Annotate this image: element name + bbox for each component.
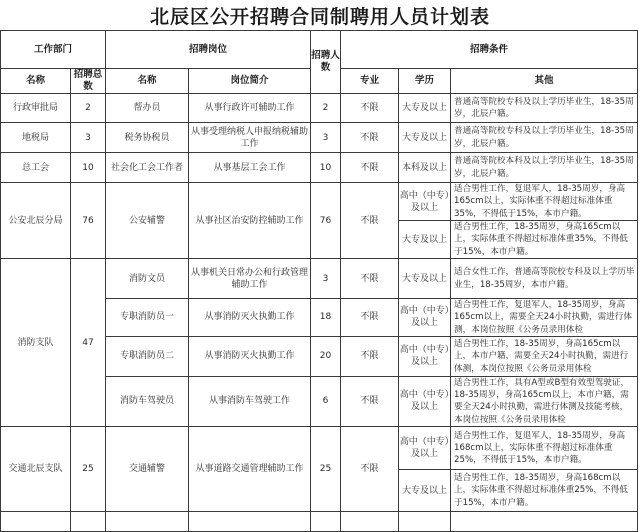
education: 大专及以上 [399, 123, 451, 153]
other-requirements: 适合男性工作，具有A型或B型有效型驾驶证，18-35周岁，身高165cm以上，本市户籍，需要全天24小时执勤，需进行体测及技能考核，本岗位按照《公务员录用体检 [451, 376, 638, 426]
empty-cell [311, 512, 341, 532]
position-name: 专职消防员一 [106, 299, 189, 337]
major: 不限 [341, 427, 399, 512]
position-desc: 从事社区治安防控辅助工作 [189, 183, 311, 259]
other-requirements: 普通高等院校专科及以上学历毕业生，18-35周岁，北辰户籍。 [451, 123, 638, 153]
major: 不限 [341, 183, 399, 259]
header-conditions: 招聘条件 [341, 31, 638, 69]
major: 不限 [341, 94, 399, 123]
other-requirements: 适合男性工作，18-35周岁，身高165cm以上，实际体重不得超过标准体重35%，不得低于15%，本市户籍。 [451, 221, 638, 259]
hire-count: 3 [311, 259, 341, 299]
dept-total: 3 [71, 123, 106, 153]
position-desc: 从事受理纳税人申报纳税辅助工作 [189, 123, 311, 153]
table-row [1, 94, 638, 123]
education: 大专及以上 [399, 221, 451, 259]
education: 高中（中专）及以上 [399, 183, 451, 221]
other-requirements: 适合男性工作，复退军人，18-35周岁，身高165cm以上，需要全天24小时执勤，需进行体测，本岗位按照《公务员录用体检 [451, 299, 638, 337]
position-desc: 从事消防灭火执勤工作 [189, 336, 311, 376]
major: 不限 [341, 336, 399, 376]
header-pos-desc: 岗位简介 [189, 69, 311, 94]
position-name: 消防文员 [106, 259, 189, 299]
empty-cell [341, 512, 399, 532]
education: 大专及以上 [399, 470, 451, 512]
hire-count: 76 [311, 183, 341, 259]
other-requirements: 普通高等院校本科及以上学历毕业生，18-35周岁，北辰户籍。 [451, 153, 638, 183]
hire-count: 18 [311, 299, 341, 337]
hire-count: 10 [311, 153, 341, 183]
major: 不限 [341, 376, 399, 426]
other-requirements: 适合女性工作，普通高等院校专科及以上学历毕业生，18-35周岁，本市户籍。 [451, 259, 638, 299]
other-requirements: 适合男性工作，18-35周岁，身高165cm以上，本市户籍，需要全天24小时执勤，需进行体测，本岗位按照《公务员录用体检 [451, 336, 638, 376]
position-desc: 从事机关日常办公和行政管理辅助工作 [189, 259, 311, 299]
page-title: 北辰区公开招聘合同制聘用人员计划表 [149, 6, 490, 28]
position-desc: 从事消防灭火执勤工作 [189, 299, 311, 337]
header-dept-total: 招聘总数 [71, 69, 106, 94]
position-desc: 从事道路交通管理辅助工作 [189, 427, 311, 512]
major: 不限 [341, 153, 399, 183]
header-row-1 [1, 31, 638, 69]
other-requirements: 普通高等院校专科及以上学历毕业生，18-35周岁，北辰户籍。 [451, 94, 638, 123]
position-name: 消防车驾驶员 [106, 376, 189, 426]
position-name: 社会化工会工作者 [106, 153, 189, 183]
position-name: 公安辅警 [106, 183, 189, 259]
header-education: 学历 [399, 69, 451, 94]
table-row [1, 183, 638, 221]
dept-name: 交通北辰支队 [1, 427, 71, 512]
major: 不限 [341, 259, 399, 299]
education: 本科及以上 [399, 153, 451, 183]
header-count: 招聘人数 [311, 31, 341, 94]
position-desc: 从事行政许可辅助工作 [189, 94, 311, 123]
education: 大专及以上 [399, 94, 451, 123]
position-desc: 从事基层工会工作 [189, 153, 311, 183]
header-department: 工作部门 [1, 31, 106, 69]
major: 不限 [341, 123, 399, 153]
position-name: 交通辅警 [106, 427, 189, 512]
empty-cell [1, 512, 71, 532]
header-position: 招聘岗位 [106, 31, 311, 69]
header-pos-name: 名称 [106, 69, 189, 94]
hire-count: 25 [311, 427, 341, 512]
header-other: 其他 [451, 69, 638, 94]
position-desc: 从事消防车驾驶工作 [189, 376, 311, 426]
table-row-partial [1, 512, 638, 532]
dept-name: 消防支队 [1, 259, 71, 427]
empty-cell [399, 512, 451, 532]
empty-cell [106, 512, 189, 532]
dept-name: 地税局 [1, 123, 71, 153]
education: 高中（中专）及以上 [399, 376, 451, 426]
education: 大专及以上 [399, 259, 451, 299]
education: 高中（中专）及以上 [399, 427, 451, 470]
table-row [1, 259, 638, 299]
hire-count: 20 [311, 336, 341, 376]
dept-name: 行政审批局 [1, 94, 71, 123]
other-requirements: 适合男性工作，复退军人，18-35周岁，身高165cm以上，实际体重不得超过标准体重35%，不得低于15%，本市户籍。 [451, 183, 638, 221]
header-dept-name: 名称 [1, 69, 71, 94]
hire-count: 3 [311, 123, 341, 153]
dept-name: 公安北辰分局 [1, 183, 71, 259]
empty-cell [451, 512, 638, 532]
dept-total: 25 [71, 427, 106, 512]
education: 高中（中专）及以上 [399, 299, 451, 337]
header-major: 专业 [341, 69, 399, 94]
position-name: 专职消防员二 [106, 336, 189, 376]
table-row [1, 153, 638, 183]
dept-total: 10 [71, 153, 106, 183]
hire-count: 6 [311, 376, 341, 426]
empty-cell [71, 512, 106, 532]
empty-cell [189, 512, 311, 532]
other-requirements: 适合男性工作，复退军人，18-35周岁，身高168cm以上，实际体重不得超过标准体重25%，不得低于15%，本市户籍。 [451, 427, 638, 470]
major: 不限 [341, 299, 399, 337]
other-requirements: 适合男性工作，18-35周岁，身高168cm以上，实际体重不得超过标准体重25%，不得低于15%，本市户籍。 [451, 470, 638, 512]
dept-total: 2 [71, 94, 106, 123]
table-row [1, 123, 638, 153]
dept-name: 总工会 [1, 153, 71, 183]
table-row [1, 427, 638, 470]
position-name: 帮办员 [106, 94, 189, 123]
recruitment-plan-table [0, 30, 638, 532]
dept-total: 47 [71, 259, 106, 427]
education: 高中（中专）及以上 [399, 336, 451, 376]
position-name: 税务协税员 [106, 123, 189, 153]
hire-count: 2 [311, 94, 341, 123]
dept-total: 76 [71, 183, 106, 259]
